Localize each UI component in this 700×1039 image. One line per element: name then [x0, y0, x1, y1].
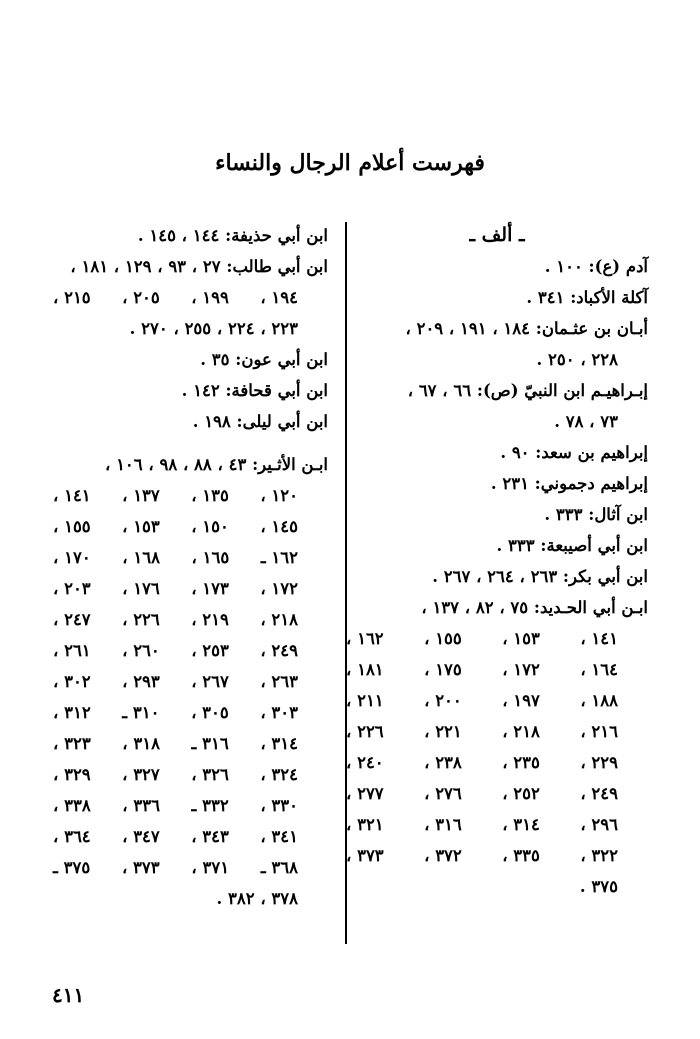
ibn-hadid-row	[346, 809, 648, 840]
ibn-athir-row	[53, 697, 328, 728]
page-ref: ١٤١ ،	[53, 486, 91, 505]
page-ref: ١٧٢ ،	[502, 660, 540, 679]
page-ref: ٣١٦ ـ	[191, 734, 229, 753]
page-ref: ٣١٤ ،	[502, 815, 540, 834]
page-ref: ١٣٧ ،	[122, 486, 160, 505]
entry-ibn-athir: ابـن الأثـير: ٤٣ ، ٨٨ ، ٩٨ ، ١٠٦ ،	[104, 455, 328, 474]
page-ref: ٣٦٨ ـ	[260, 858, 298, 877]
entry-ibn-awn: ابن أبي عون: ٣٥ .	[200, 350, 328, 369]
page-ref: ٣٧٥ ـ	[53, 858, 91, 877]
page-ref: ٢٠٥ ،	[122, 288, 160, 307]
entry-aban: أبـان بن عثـمان: ١٨٤ ، ١٩١ ، ٢٠٩ ،	[405, 319, 648, 338]
page-ref: ٢٦١ ،	[53, 641, 91, 660]
ibn-athir-row	[53, 790, 328, 821]
page-ref: ٣٦٤ ،	[53, 827, 91, 846]
page-ref: ٢٥٣ ،	[191, 641, 229, 660]
page-ref: ٢٠٣ ،	[53, 579, 91, 598]
entry-ibn-athal: ابن آثال: ٣٣٣ .	[544, 505, 648, 524]
page-ref: ٢١١ ،	[346, 691, 384, 710]
page-ref: ١٧٥ ،	[424, 660, 462, 679]
page-number: ٤١١	[52, 983, 85, 1007]
page-ref: ٢٦٠ ،	[122, 641, 160, 660]
ibn-hadid-end: ٣٧٥ .	[579, 877, 618, 896]
page-ref: ٣٣٥ ،	[502, 846, 540, 865]
page-ref: ١٧٢ ،	[260, 579, 298, 598]
page-ref: ٢٢٦ ،	[346, 722, 384, 741]
page-ref: ٢١٨ ،	[502, 722, 540, 741]
page-ref: ٣٢٩ ،	[53, 765, 91, 784]
ibn-athir-row	[53, 480, 328, 511]
page-ref: ١٦٢ ،	[346, 629, 384, 648]
page-ref: ٣٣٦ ،	[122, 796, 160, 815]
page-ref: ٢٩٦ ،	[580, 815, 618, 834]
page-ref: ٢٤٩ ،	[260, 641, 298, 660]
ibn-athir-row	[53, 821, 328, 852]
page-ref: ٢٥٢ ،	[502, 784, 540, 803]
page-ref: ١٧٠ ،	[53, 548, 91, 567]
page-ref: ٣٢٣ ،	[53, 734, 91, 753]
entry-aban-cont: ٢٢٨ ، ٢٥٠ .	[536, 350, 618, 369]
page-ref: ١٩٤ ،	[260, 288, 298, 307]
page-ref: ١٧٣ ،	[191, 579, 229, 598]
page-ref: ٣١٤ ،	[260, 734, 298, 753]
ibn-hadid-row	[346, 778, 648, 809]
page-ref: ٢٧٧ ،	[346, 784, 384, 803]
page-ref: ٣٤١ ،	[260, 827, 298, 846]
page-ref: ٢٣٥ ،	[502, 753, 540, 772]
page-ref: ١٦٨ ،	[122, 548, 160, 567]
page-ref: ٣٧٣ ،	[346, 846, 384, 865]
page-ref: ٣١٢ ،	[53, 703, 91, 722]
ibn-athir-row	[53, 511, 328, 542]
entry-ibn-talib: ابن أبي طالب: ٢٧ ، ٩٣ ، ١٢٩ ، ١٨١ ،	[70, 257, 328, 276]
page-ref: ٣٣٠ ،	[260, 796, 298, 815]
entry-ibn-usaybia: ابن أبي أصيبعة: ٣٣٣ .	[496, 536, 648, 555]
page-ref: ٢٤٠ ،	[346, 753, 384, 772]
page-ref: ٣٠٥ ،	[191, 703, 229, 722]
page-ref: ٣٢٤ ،	[260, 765, 298, 784]
page-ref: ٣٧٢ ،	[424, 846, 462, 865]
page-ref: ٣١٨ ،	[122, 734, 160, 753]
page-ref: ٢٣٨ ،	[424, 753, 462, 772]
page-ref: ٢٦٧ ،	[191, 672, 229, 691]
page-ref: ٣٢١ ،	[346, 815, 384, 834]
page-title: فهرست أعلام الرجال والنساء	[215, 150, 485, 176]
ibn-athir-row	[53, 728, 328, 759]
page-ref: ١٥٣ ،	[122, 517, 160, 536]
ibn-hadid-row	[346, 685, 648, 716]
section-heading: ـ ألف ـ	[469, 224, 525, 246]
page-ref: ٢١٩ ،	[191, 610, 229, 629]
page-ref: ١٥٠ ،	[191, 517, 229, 536]
page-ref: ١٩٧ ،	[502, 691, 540, 710]
entry-ibn-abi-bakr: ابن أبي بكر: ٢٦٣ ، ٢٦٤ ، ٢٦٧ .	[432, 567, 648, 586]
ibn-athir-row	[53, 852, 328, 883]
index-column-left	[53, 220, 328, 914]
page-ref: ٢٦٣ ،	[260, 672, 298, 691]
page-ref: ٢٩٣ ،	[122, 672, 160, 691]
ibn-hadid-row	[346, 840, 648, 871]
page-ref: ٣٣٨ ،	[53, 796, 91, 815]
page-ref: ٣٧١ ،	[191, 858, 230, 877]
ibn-athir-row	[53, 604, 328, 635]
entry-ibn-hudhayfa: ابن أبي حذيفة: ١٤٤ ، ١٤٥ .	[137, 226, 328, 245]
page-ref: ٣٢٧ ،	[122, 765, 160, 784]
page-ref: ٢١٥ ،	[53, 288, 91, 307]
page-ref: ١٣٥ ،	[191, 486, 229, 505]
page-ref: ٢٢١ ،	[424, 722, 462, 741]
page-ref: ١٤٥ ،	[260, 517, 298, 536]
page-ref: ١٨١ ،	[346, 660, 384, 679]
ibn-hadid-row	[346, 623, 648, 654]
page-ref: ١٤١ ،	[580, 629, 618, 648]
page-ref: ٣٣٢ ـ	[191, 796, 229, 815]
page-ref: ٣٤٣ ،	[191, 827, 229, 846]
entry-ibrahim-dajmuni: إبراهيم دجموني: ٢٣١ .	[490, 474, 648, 493]
ibn-hadid-row	[346, 747, 648, 778]
entry-ibn-talib-cont: ٢٢٣ ، ٢٢٤ ، ٢٥٥ ، ٢٧٠ .	[129, 319, 298, 338]
entry-ibn-layla: ابن أبي ليلى: ١٩٨ .	[192, 412, 328, 431]
ibn-athir-row	[53, 573, 328, 604]
entry-ibn-quhafa: ابن أبي قحافة: ١٤٢ .	[181, 381, 328, 400]
page-ref: ٣٢٢ ،	[580, 846, 618, 865]
ibn-athir-row	[53, 542, 328, 573]
page-ref: ٢١٨ ،	[260, 610, 298, 629]
page-ref: ١٦٤ ،	[580, 660, 618, 679]
ibn-athir-row	[53, 666, 328, 697]
entry-ibrahim-nabi: إبـراهيـم ابن النبيّ (ص): ٦٦ ، ٦٧ ،	[407, 381, 648, 400]
page-ref: ١٢٠ ،	[260, 486, 298, 505]
ibn-hadid-row	[346, 654, 648, 685]
entry-ibrahim-nabi-cont: ٧٣ ، ٧٨ .	[554, 412, 618, 431]
page-ref: ٢٤٧ ،	[53, 610, 91, 629]
page-ref: ٢٤٩ ،	[580, 784, 618, 803]
page-ref: ١٥٥ ،	[53, 517, 91, 536]
page-ref: ٣٢٦ ،	[191, 765, 229, 784]
page-ref: ٣٤٧ ،	[122, 827, 160, 846]
page-ref: ٢٢٩ ،	[580, 753, 618, 772]
page-ref: ١٩٩ ،	[191, 288, 229, 307]
entry-ibrahim-saad: إبراهيم بن سعد: ٩٠ .	[500, 443, 648, 462]
index-column-right	[346, 220, 648, 902]
ibn-hadid-row	[346, 716, 648, 747]
ibn-talib-row	[53, 282, 328, 313]
page-ref: ٣٧٣ ،	[121, 858, 160, 877]
page-ref: ١٦٥ ،	[191, 548, 230, 567]
entry-gap	[53, 437, 328, 449]
page-ref: ٢٠٠ ،	[424, 691, 462, 710]
entry-ibn-hadid: ابـن أبي الحـديد: ٧٥ ، ٨٢ ، ١٣٧ ،	[421, 598, 648, 617]
page-ref: ٣١٠ ـ	[122, 703, 160, 722]
entry-adam: آدم (ع): ١٠٠ .	[544, 257, 648, 276]
ibn-athir-row	[53, 635, 328, 666]
ibn-athir-row	[53, 759, 328, 790]
page-ref: ١٥٥ ،	[424, 629, 462, 648]
page-ref: ١٦٢ ـ	[260, 548, 298, 567]
page-ref: ٢٢٦ ،	[122, 610, 160, 629]
ibn-athir-end: ٣٧٨ ، ٣٨٢ .	[216, 889, 298, 908]
page-ref: ١٧٦ ،	[122, 579, 160, 598]
page-ref: ٢١٦ ،	[580, 722, 618, 741]
page-ref: ٣١٦ ،	[424, 815, 462, 834]
entry-akilat: آكلة الأكباد: ٣٤١ .	[526, 288, 648, 307]
page-ref: ٢٧٦ ،	[424, 784, 462, 803]
page-ref: ١٨٨ ،	[580, 691, 618, 710]
page-ref: ١٥٣ ،	[502, 629, 540, 648]
page-ref: ٣٠٢ ،	[53, 672, 91, 691]
page-ref: ٣٠٣ ،	[260, 703, 298, 722]
